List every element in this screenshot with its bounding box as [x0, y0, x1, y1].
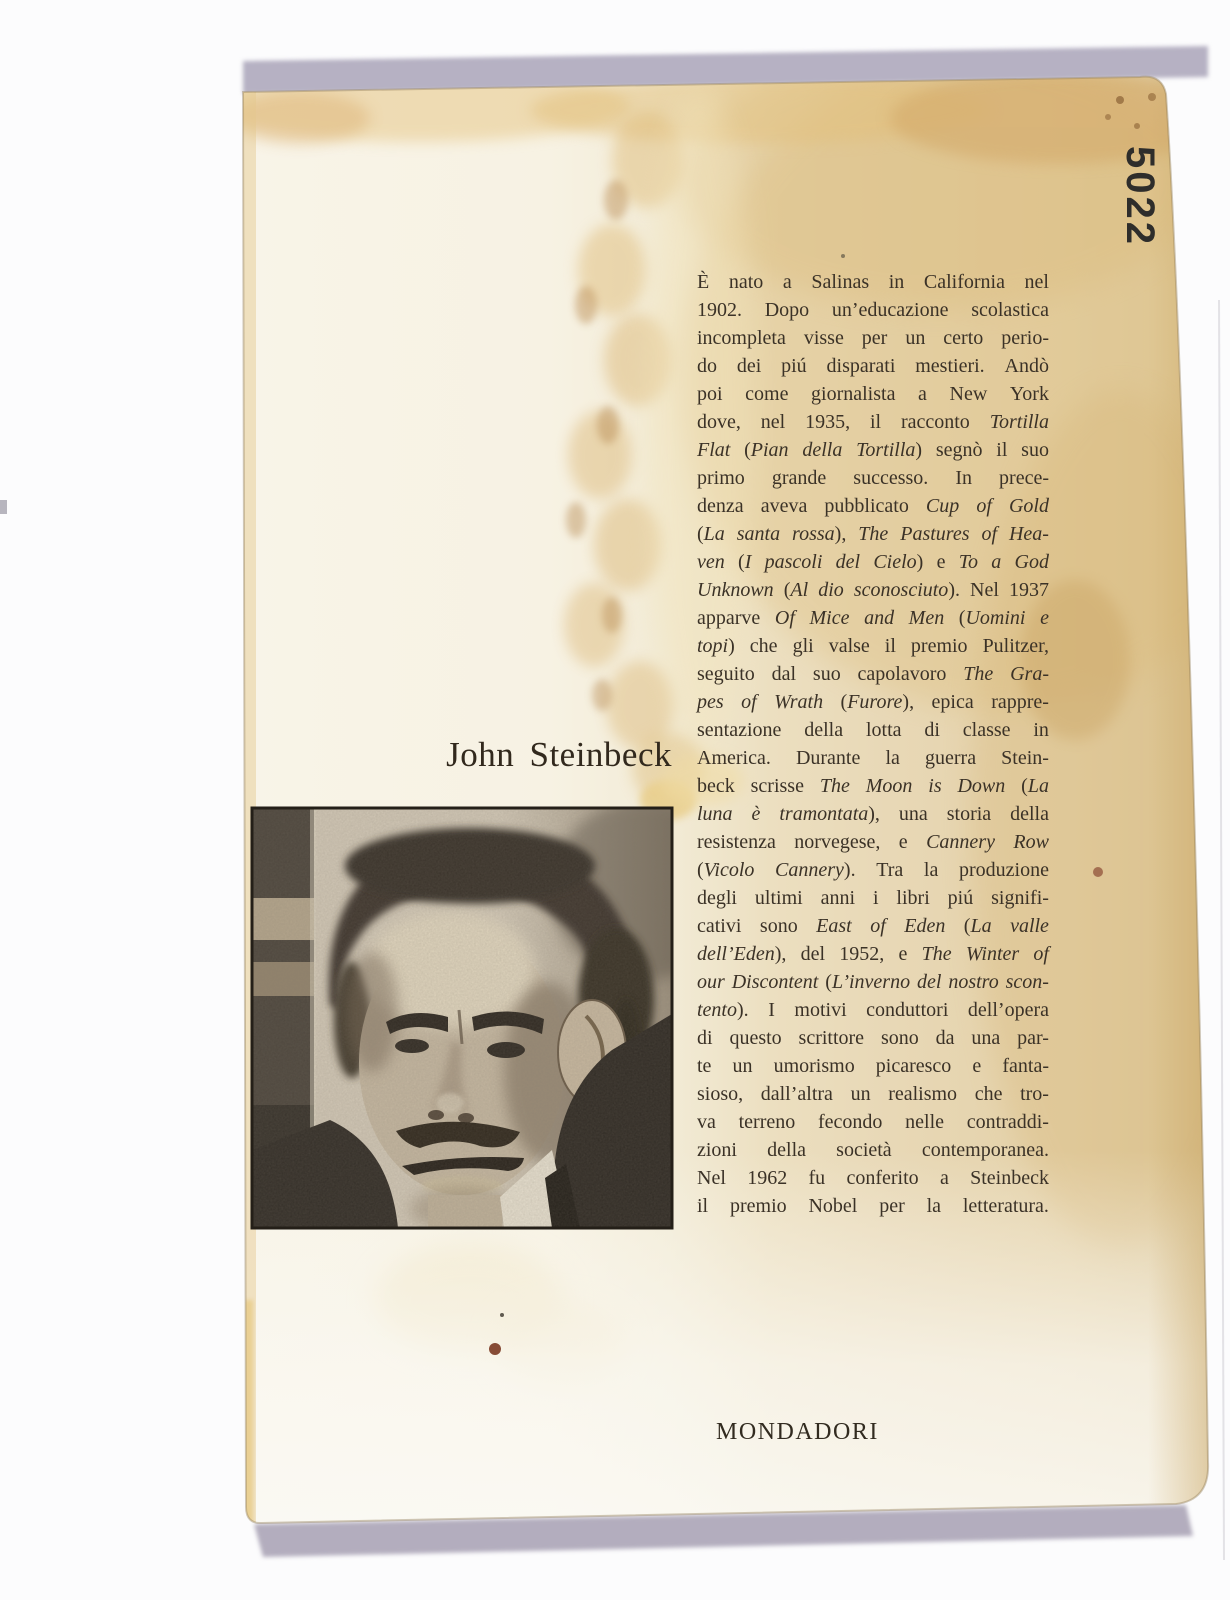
bio-line: denza aveva pubblicato Cup of Gold [697, 495, 1049, 517]
bio-line: ven (I pascoli del Cielo) e To a God [697, 551, 1049, 573]
bio-line: resistenza norvegese, e Cannery Row [697, 831, 1049, 853]
bio-line: our Discontent (L’inverno del nostro scon- [697, 971, 1049, 993]
bio-line: apparve Of Mice and Men (Uomini e [697, 607, 1049, 629]
bio-line: (La santa rossa), The Pastures of Hea- [697, 523, 1049, 545]
bio-line: 1902. Dopo un’educazione scolastica [697, 299, 1049, 321]
bio-line: luna è tramontata), una storia della [697, 803, 1049, 825]
bio-line: zioni della società contemporanea. [697, 1139, 1049, 1161]
steinbeck-photo [252, 800, 740, 1231]
bio-line: Nel 1962 fu conferito a Steinbeck [697, 1167, 1049, 1189]
bio-line: te un umorismo picaresco e fanta- [697, 1055, 1049, 1077]
bio-line: beck scrisse The Moon is Down (La [697, 775, 1049, 797]
bio-line: degli ultimi anni i libri piú signifi- [697, 887, 1049, 909]
bio-line: pes of Wrath (Furore), epica rappre- [697, 691, 1049, 713]
biography-text [697, 268, 1049, 1220]
bio-line: poi come giornalista a New York [697, 383, 1049, 405]
photo-caption: John Steinbeck [446, 735, 672, 774]
bio-line: Flat (Pian della Tortilla) segnò il suo [697, 439, 1049, 461]
bio-line: va terreno fecondo nelle contraddi- [697, 1111, 1049, 1133]
bio-line: tento). I motivi conduttori dell’opera [697, 999, 1049, 1021]
bio-line: Unknown (Al dio sconosciuto). Nel 1937 [697, 579, 1049, 601]
bio-line: sioso, dall’altra un realismo che tro- [697, 1083, 1049, 1105]
scan-speck [0, 500, 7, 514]
bio-line: dell’Eden), del 1952, e The Winter of [697, 943, 1049, 965]
bio-line: topi) che gli valse il premio Pulitzer, [697, 635, 1049, 657]
bio-line: incompleta visse per un certo perio- [697, 327, 1049, 349]
bio-line: cativi sono East of Eden (La valle [697, 915, 1049, 937]
bio-line: dove, nel 1935, il racconto Tortilla [697, 411, 1049, 433]
bio-line: seguito dal suo capolavoro The Gra- [697, 663, 1049, 685]
bio-line: sentazione della lotta di classe in [697, 719, 1049, 741]
bio-line: È nato a Salinas in California nel [697, 271, 1049, 293]
publisher-logotype: MONDADORI [716, 1419, 879, 1445]
bio-line: il premio Nobel per la letteratura. [697, 1195, 1049, 1217]
bio-line: primo grande successo. In prece- [697, 467, 1049, 489]
bio-line: do dei piú disparati mestieri. Andò [697, 355, 1049, 377]
bio-line: di questo scrittore sono da una par- [697, 1027, 1049, 1049]
catalog-number: 5022 [1118, 146, 1162, 247]
bio-line: (Vicolo Cannery). Tra la produzione [697, 859, 1049, 881]
bio-line: America. Durante la guerra Stein- [697, 747, 1049, 769]
